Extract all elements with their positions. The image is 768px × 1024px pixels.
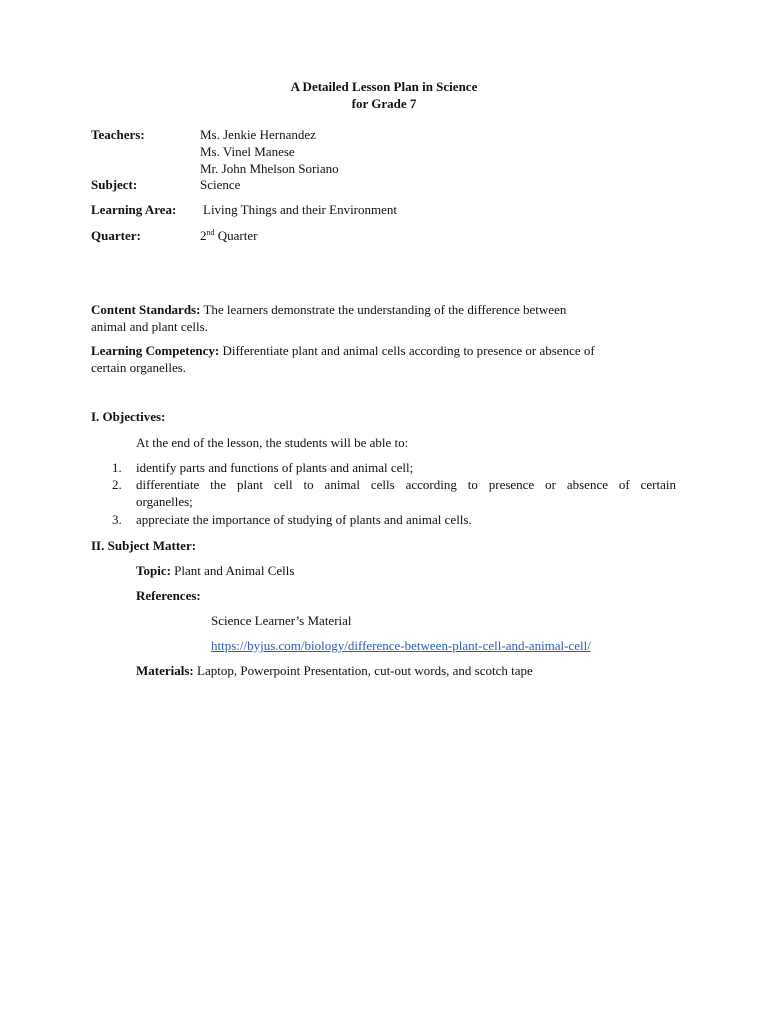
quarter-value: [200, 227, 257, 244]
objectives-heading: I. Objectives:: [91, 409, 166, 424]
teachers-label: Teachers:: [91, 127, 145, 142]
list-item-continuation: organelles;: [136, 494, 193, 509]
subject-matter-heading: II. Subject Matter:: [91, 538, 197, 553]
content-standards-label: Content Standards:: [91, 302, 201, 317]
references-label: References:: [136, 588, 201, 603]
reference-item: Science Learner’s Material: [211, 613, 352, 628]
materials-label: Materials:: [136, 663, 194, 678]
learning-competency-label: Learning Competency:: [91, 343, 220, 358]
subject-value: Science: [200, 177, 241, 192]
topic-value: Plant and Animal Cells: [170, 563, 295, 578]
quarter-word: Quarter: [214, 228, 258, 243]
objectives-intro: At the end of the lesson, the students will be able to:: [136, 435, 409, 450]
learning-competency-line1: Learning Competency: Differentiate plant and animal cells according to presence or absence of: [91, 343, 595, 358]
list-item-number: 3.: [112, 512, 122, 527]
quarter-ordinal: nd: [206, 228, 215, 237]
list-item-number: 1.: [112, 460, 122, 475]
subject-label: Subject:: [91, 177, 138, 192]
topic-line: [136, 562, 294, 579]
teacher-name: Ms. Jenkie Hernandez: [200, 127, 316, 142]
teacher-name: Ms. Vinel Manese: [200, 144, 295, 159]
content-standards-line2: animal and plant cells.: [91, 319, 208, 334]
materials-value: Laptop, Powerpoint Presentation, cut-out words, and scotch tape: [193, 663, 533, 678]
topic-label: Topic:: [136, 563, 171, 578]
teacher-name: Mr. John Mhelson Soriano: [200, 161, 339, 176]
quarter-label: Quarter:: [91, 228, 141, 243]
document-title: A Detailed Lesson Plan in Science: [290, 79, 478, 94]
materials-line: [136, 662, 533, 679]
learning-area-value: Living Things and their Environment: [203, 202, 398, 217]
list-item-number: 2.: [112, 477, 122, 492]
quarter-number: 2: [200, 228, 207, 243]
list-item: identify parts and functions of plants and animal cell;: [136, 460, 414, 475]
list-item: appreciate the importance of studying of plants and animal cells.: [136, 512, 472, 527]
document-subtitle: for Grade 7: [351, 96, 417, 111]
learning-competency-line2: certain organelles.: [91, 360, 187, 375]
list-item: differentiate the plant cell to animal cells according to presence or absence of certain: [136, 477, 676, 492]
reference-link[interactable]: https://byjus.com/biology/difference-between-plant-cell-and-animal-cell/: [211, 638, 591, 653]
content-standards-line1: Content Standards: The learners demonstrate the understanding of the difference between: [91, 302, 567, 317]
learning-area-label: Learning Area:: [91, 202, 177, 217]
